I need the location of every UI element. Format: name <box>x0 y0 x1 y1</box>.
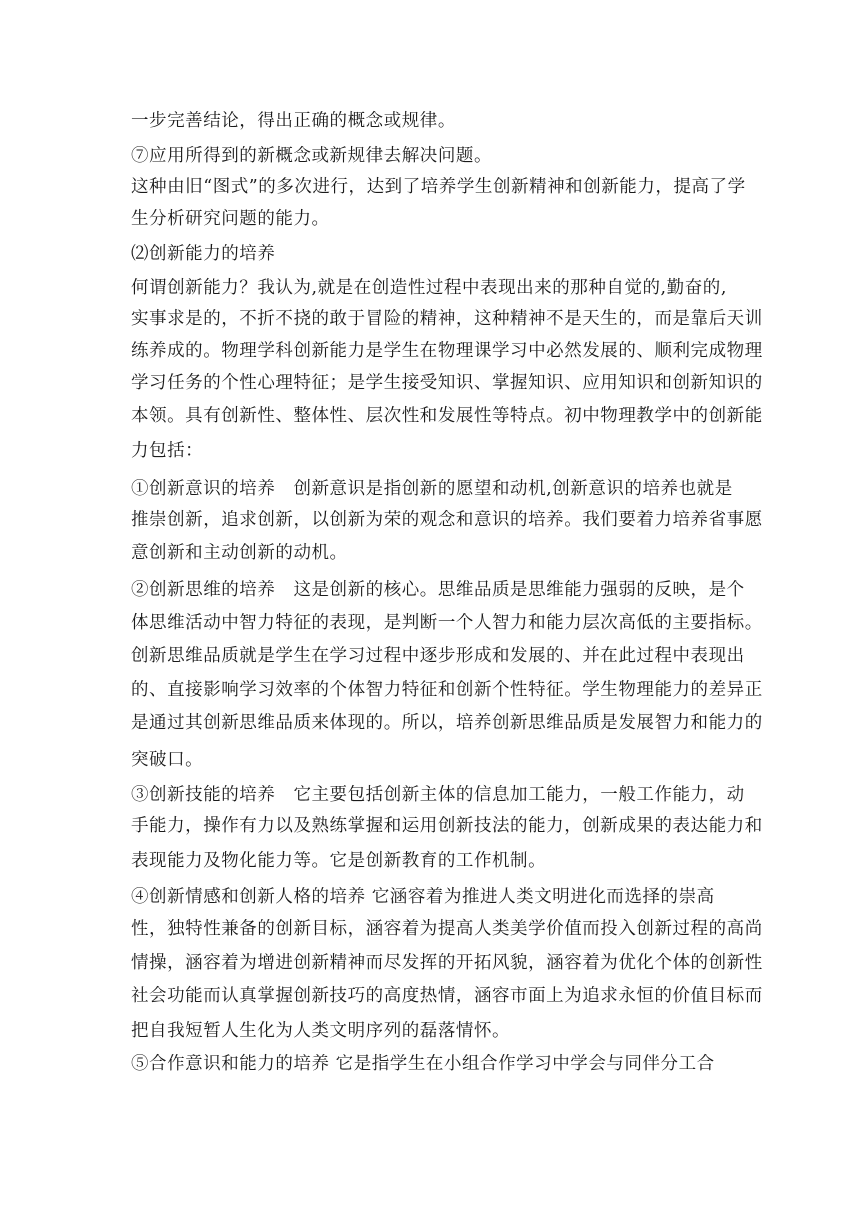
text-line: 表现能力及物化能力等。它是创新教育的工作机制。 <box>131 851 547 871</box>
text-line: 社会功能而认真掌握创新技巧的高度热情，涵容市面上为追求永恒的价值目标而 <box>131 986 763 1006</box>
text-line: 一步完善结论，得出正确的概念或规律。 <box>131 111 456 131</box>
text-line: ①创新意识的培养 创新意识是指创新的愿望和动机,创新意识的培养也就是 <box>131 479 733 499</box>
text-line: ④创新情感和创新人格的培养 它涵容着为推进人类文明进化而选择的崇高 <box>131 887 715 907</box>
text-line: 的、直接影响学习效率的个体智力特征和创新个性特征。学生物理能力的差异正 <box>131 680 763 700</box>
text-line: 力包括： <box>131 441 204 461</box>
text-line: 创新思维品质就是学生在学习过程中逐步形成和发展的、并在此过程中表现出 <box>131 646 745 666</box>
text-line: 情操，涵容着为增进创新精神而尽发挥的开拓风貌，涵容着为优化个体的创新性 <box>131 953 763 973</box>
text-line: 把自我短暂人生化为人类文明序列的磊落情怀。 <box>131 1021 511 1041</box>
text-line: 突破口。 <box>131 750 204 770</box>
text-line: ⑤合作意识和能力的培养 它是指学生在小组合作学习中学会与同伴分工合 <box>131 1054 715 1074</box>
text-line: 本领。具有创新性、整体性、层次性和发展性等特点。初中物理教学中的创新能 <box>131 406 763 426</box>
section-heading: ⑵创新能力的培养 <box>131 244 276 264</box>
text-line: 生分析研究问题的能力。 <box>131 209 330 229</box>
text-line: ⑦应用所得到的新概念或新规律去解决问题。 <box>131 146 492 166</box>
text-line: ③创新技能的培养 它主要包括创新主体的信息加工能力，一般工作能力，动 <box>131 785 745 805</box>
text-line: 学习任务的个性心理特征；是学生接受知识、掌握知识、应用知识和创新知识的 <box>131 373 763 393</box>
text-line: 意创新和主动创新的动机。 <box>131 543 348 563</box>
text-line: 性，独特性兼备的创新目标，涵容着为提高人类美学价值而投入创新过程的高尚 <box>131 919 763 939</box>
text-line: 手能力，操作有力以及熟练掌握和运用创新技法的能力，创新成果的表达能力和 <box>131 816 763 836</box>
text-line: 推崇创新，追求创新，以创新为荣的观念和意识的培养。我们要着力培养省事愿 <box>131 510 763 530</box>
text-line: 这种由旧“图式”的多次进行，达到了培养学生创新精神和创新能力，提高了学 <box>131 177 746 197</box>
text-line: 体思维活动中智力特征的表现，是判断一个人智力和能力层次高低的主要指标。 <box>131 613 763 633</box>
text-line: 何谓创新能力？我认为,就是在创造性过程中表现出来的那种自觉的,勤奋的, <box>131 278 727 298</box>
text-line: 实事求是的，不折不挠的敢于冒险的精神，这种精神不是天生的，而是靠后天训 <box>131 309 763 329</box>
text-line: ②创新思维的培养 这是创新的核心。思维品质是思维能力强弱的反映，是个 <box>131 580 745 600</box>
text-line: 练养成的。物理学科创新能力是学生在物理课学习中必然发展的、顺利完成物理 <box>131 341 763 361</box>
text-line: 是通过其创新思维品质来体现的。所以，培养创新思维品质是发展智力和能力的 <box>131 713 763 733</box>
